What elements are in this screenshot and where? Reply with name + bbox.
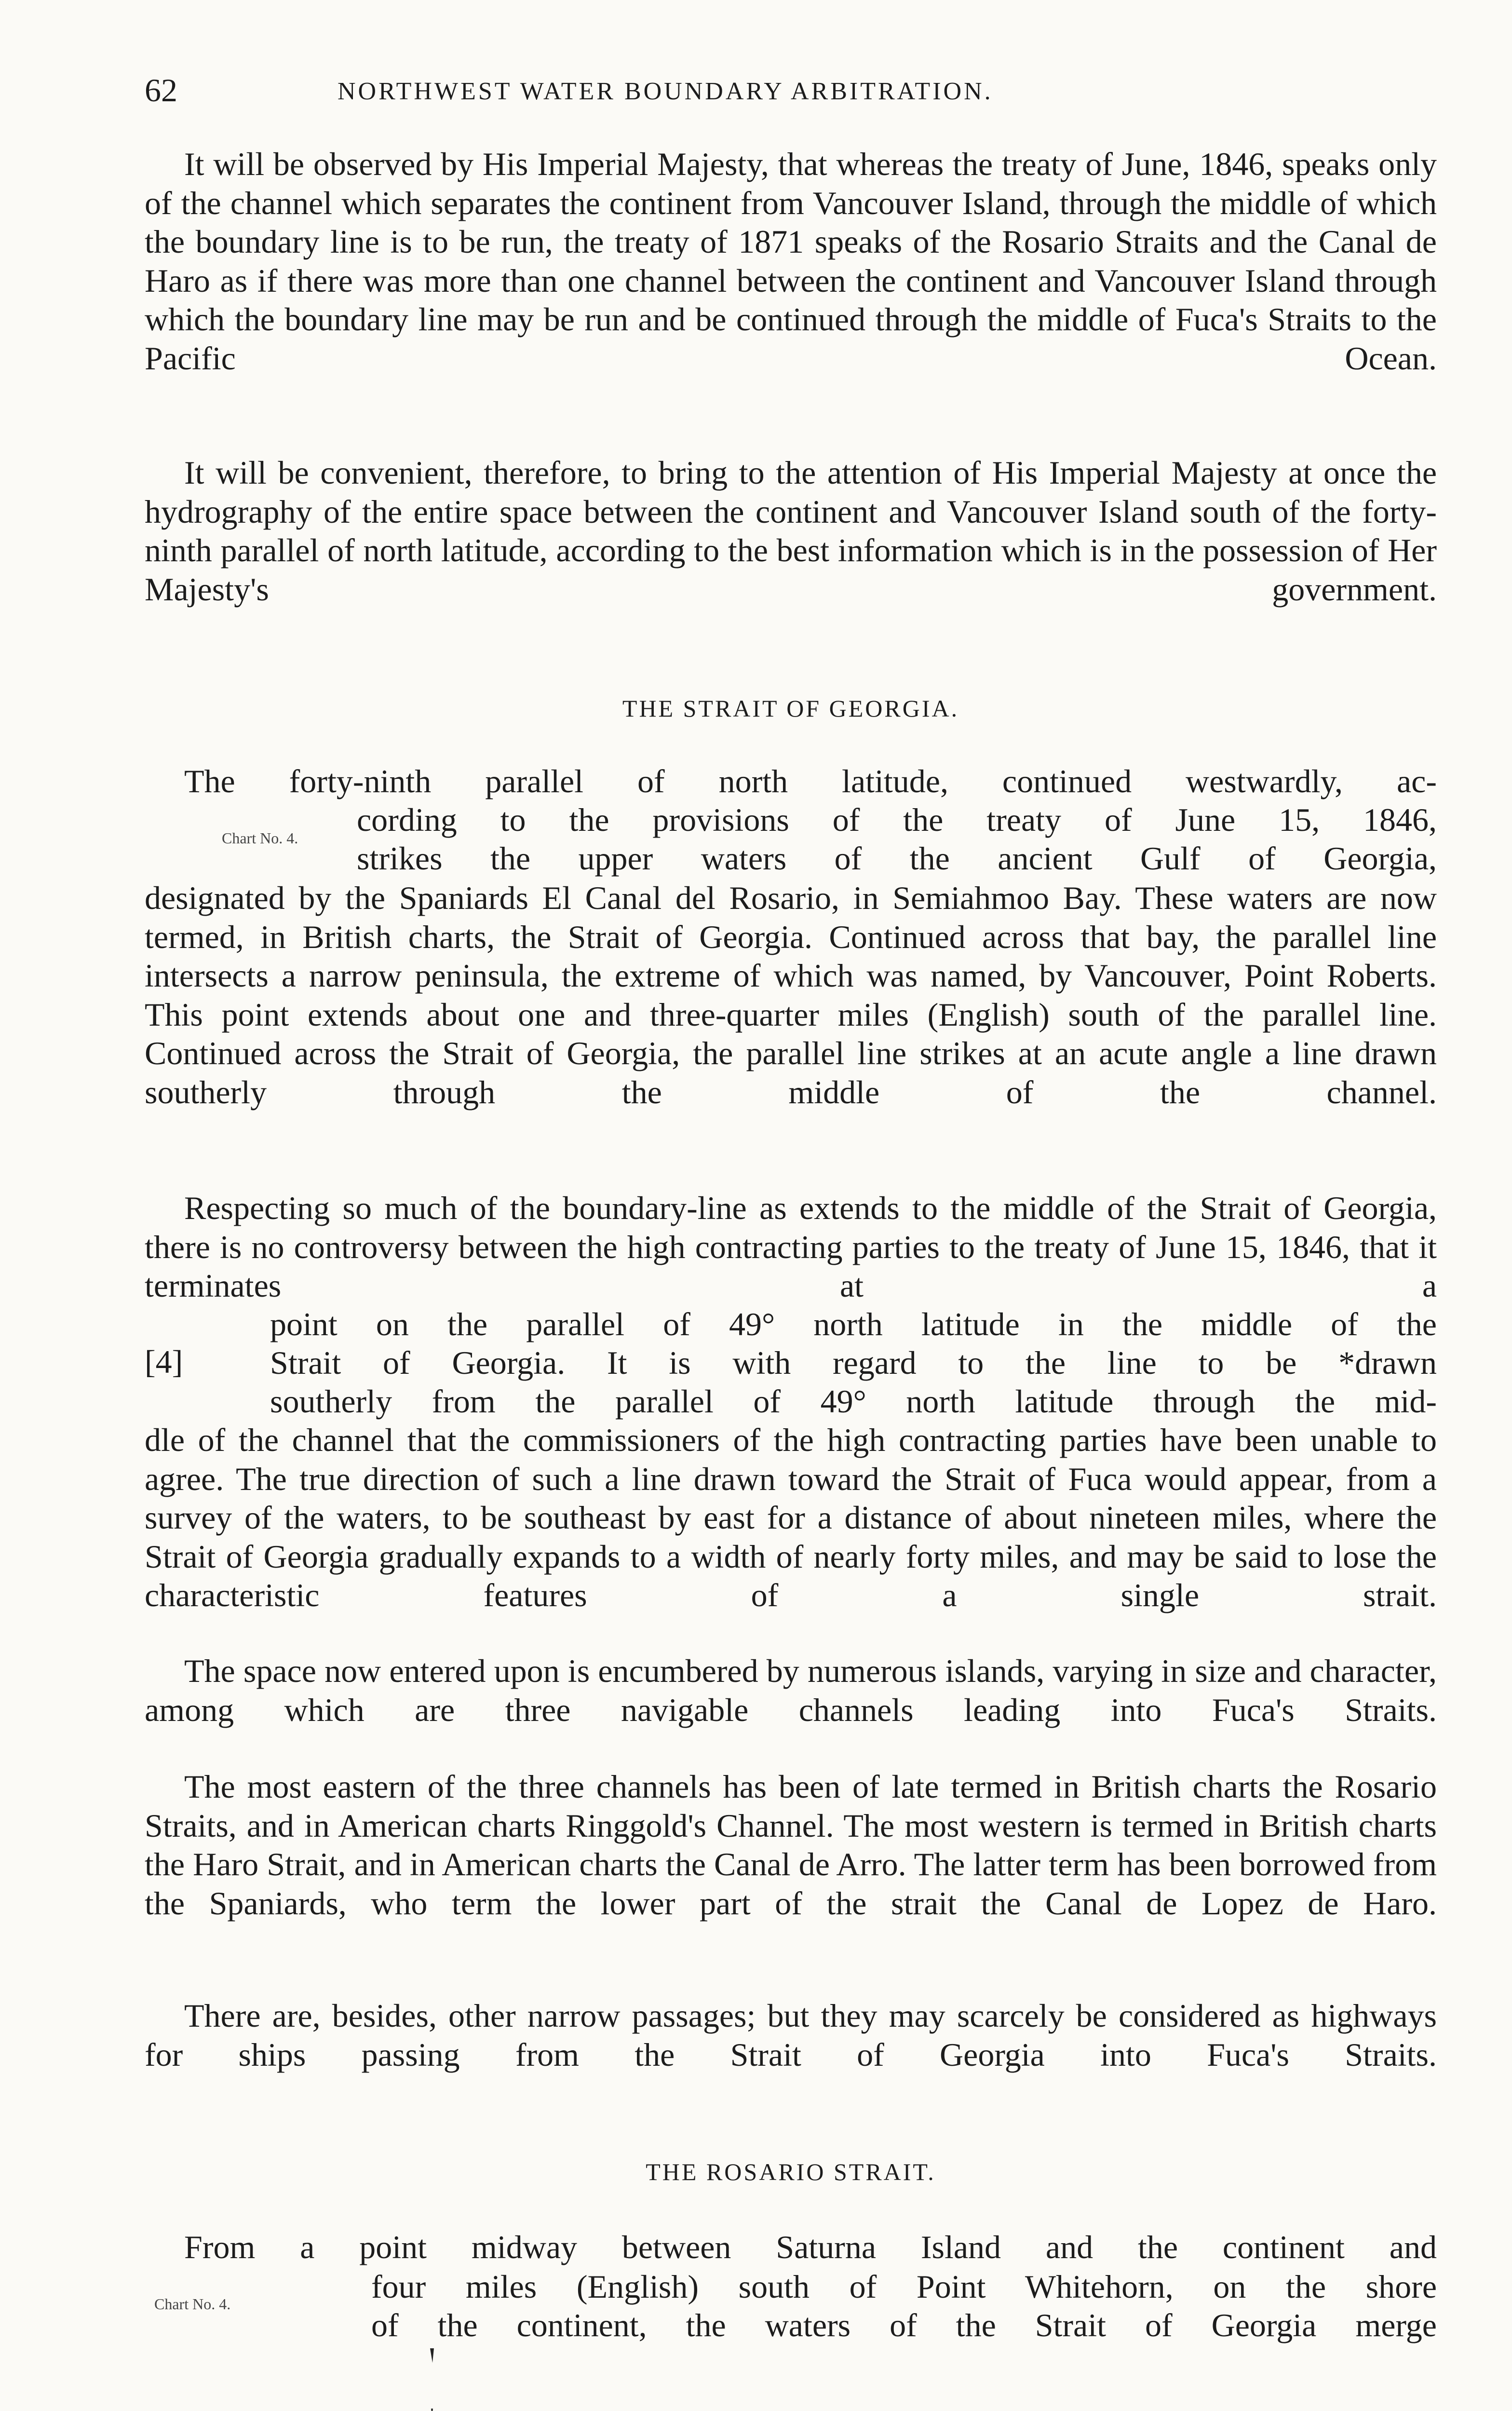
section-heading-strait-of-georgia: THE STRAIT OF GEORGIA. [622, 695, 959, 722]
paragraph-3-line-1: The forty-ninth parallel of north latitude, continued westwardly, ac- [184, 763, 1437, 799]
paragraph-4: Respecting so much of the boundary-line as extends to the middle of the Strait of Georgia, there is no controversy between the high contracting parties to the treaty of June 15, 1846, that it terminates at a [145, 1190, 1437, 1304]
ink-specks [424, 2286, 439, 2411]
paragraph-4-line-2: Strait of Georgia. It is with regard to the line to be *drawn [270, 1344, 1437, 1381]
paragraph-5: The space now entered upon is encumbered by numerous islands, varying in size and character, among which are three navigable channels leading into Fuca's Straits. [145, 1652, 1437, 1728]
paragraph-6: The most eastern of the three channels has been of late termed in British charts the Rosario Straits, and in American charts Ringgold's Channel. The most western is termed in British charts the Haro Strait, and in American charts the Canal de Arro. The latter term has been borrowed from the Spaniards, who term the lower part of the strait the Canal de Lopez de Haro. [145, 1768, 1437, 1922]
running-header [145, 71, 1437, 115]
paragraph-8-line-3: of the continent, the waters of the Strait of Georgia merge [371, 2307, 1437, 2343]
ink-speck [431, 2409, 433, 2411]
paragraph-8-line-2: four miles (English) south of Point Whitehorn, on the shore [371, 2268, 1437, 2305]
paragraph-2: It will be convenient, therefore, to bring to the attention of His Imperial Majesty at once the hydrography of the entire space between the continent and Vancouver Island south of the forty-ninth parallel of north latitude, according to the best information which is in the possession of Her Majesty's government. [145, 454, 1437, 608]
paragraph-3-line-2: cording to the provisions of the treaty of June 15, 1846, [357, 801, 1437, 838]
original-page-marker: [4] [145, 1343, 183, 1380]
paragraph-4-continued: dle of the channel that the commissioners of the high contracting parties have been unable to agree. The true direction of such a line drawn toward the Strait of Fuca would appear, from a survey of the waters, to be southeast by east for a distance of about nineteen miles, where the Strait of Georgia gradually expands to a width of nearly forty miles, and may be said to lose the characteristic features of a single strait. [145, 1422, 1437, 1613]
running-title: NORTHWEST WATER BOUNDARY ARBITRATION. [338, 78, 993, 105]
paragraph-3-continued: designated by the Spaniards El Canal del Rosario, in Semiahmoo Bay. These waters are now termed, in British charts, the Strait of Georgia. Continued across that bay, the parallel line intersects a narrow peninsula, the extreme of which was named, by Vancouver, Point Roberts. This point extends about one and three-quarter miles (English) south of the parallel line. Continued across the Strait of Georgia, the parallel line strikes at an acute angle a line drawn southerly through the middle of the channel. [145, 880, 1437, 1111]
paragraph-8-line-1: From a point midway between Saturna Island and the continent and [184, 2229, 1437, 2265]
paragraph-7: There are, besides, other narrow passages; but they may scarcely be considered as highways for ships passing from the Strait of Georgia into Fuca's Straits. [145, 1997, 1437, 2073]
page-number: 62 [145, 72, 177, 108]
paragraph-3-line-3: strikes the upper waters of the ancient Gulf of Georgia, [357, 840, 1437, 877]
paragraph-4-line-3: southerly from the parallel of 49° north latitude through the mid- [270, 1383, 1437, 1420]
ink-speck [430, 2348, 434, 2363]
paragraph-1: It will be observed by His Imperial Majesty, that whereas the treaty of June, 1846, speaks only of the channel which separates the continent from Vancouver Island, through the middle of which the boundary line is to be run, the treaty of 1871 speaks of the Rosario Straits and the Canal de Haro as if there was more than one channel between the continent and Vancouver Island through which the boundary line may be run and be continued through the middle of Fuca's Straits to the Pacific Ocean. [145, 146, 1437, 377]
paragraph-4-line-1: point on the parallel of 49° north latitude in the middle of the [270, 1306, 1437, 1342]
section-heading-rosario-strait: THE ROSARIO STRAIT. [646, 2158, 936, 2185]
chart-reference-note-2: Chart No. 4. [154, 2295, 231, 2313]
chart-reference-note: Chart No. 4. [222, 829, 298, 847]
